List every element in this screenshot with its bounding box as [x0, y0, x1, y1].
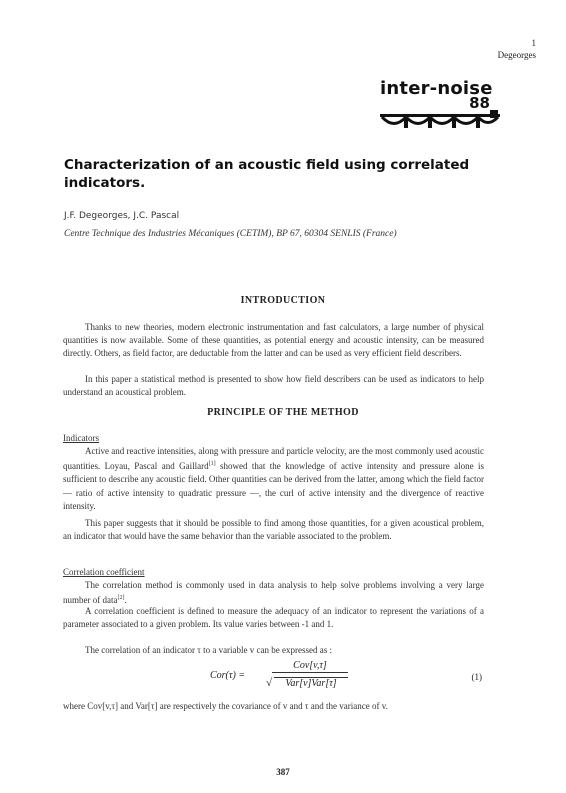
correlation-paragraph-4: where Cov[v,τ] and Var[τ] are respectively the covariance of v and τ and the variance of v. — [63, 701, 388, 711]
author-running-head: Degeorges — [497, 50, 536, 60]
bridge-logo-icon — [380, 110, 500, 130]
equation-denominator: Var[v]Var[τ] — [274, 677, 348, 689]
equation-numerator: Cov[v,τ] — [272, 660, 348, 673]
correlation-paragraph-3: The correlation of an indicator τ to a variable v can be expressed as : — [85, 645, 333, 655]
intro-paragraph-2: In this paper a statistical method is presented to show how field describers can be used as indicators to help understand an acoustical problem. — [63, 374, 484, 398]
logo-name: inter-noise — [380, 78, 493, 99]
sqrt-icon: √ — [266, 677, 273, 689]
intro-paragraph-1: Thanks to new theories, modern electronic instrumentation and fast calculators, a large number of physical quantities is now available. Some of these quantities, as potential energy and acoustic intensity, can be measured directly. Others, as field factor, are deductable from the latter and can be used as very efficient field describers. — [63, 322, 484, 359]
conference-logo — [380, 78, 500, 130]
equation-number: (1) — [471, 672, 482, 682]
citation-ref: [2] — [117, 595, 125, 602]
citation-ref: [1] — [208, 461, 216, 468]
paper-title: Characterization of an acoustic field using correlated indicators. — [64, 157, 470, 191]
indicators-paragraph-2: This paper suggests that it should be possible to find among those quantities, for a given acoustical problem, an indicator that would have the same behavior than the variable associated to the problem. — [63, 518, 484, 542]
paper-authors: J.F. Degeorges, J.C. Pascal — [64, 211, 180, 221]
correlation-paragraph-2: A correlation coefficient is defined to measure the adequacy of an indicator to represent the variations of a parameter associated to a given problem. Its value varies between -1 and 1. — [63, 606, 484, 630]
page-number: 1 — [531, 38, 536, 48]
correlation-paragraph-1: The correlation method is commonly used in data analysis to help solve problems involving a very large number of data[2]. — [63, 580, 484, 606]
subheading-indicators: Indicators — [63, 433, 99, 443]
paper-affiliation: Centre Technique des Industries Mécaniques (CETIM), BP 67, 60304 SENLIS (France) — [64, 229, 397, 239]
section-heading-introduction: INTRODUCTION — [240, 295, 326, 306]
header-block — [498, 37, 536, 61]
logo-year: 88 — [469, 94, 490, 112]
page-footer-number: 387 — [276, 767, 290, 777]
indicators-paragraph-1: Active and reactive intensities, along with pressure and particle velocity, are the most commonly used acoustic quantities. Loyau, Pascal and Gaillard[1] showed that the knowledge of active intensity and pressure alone is sufficient to describe any acoustic field. Other quantities can be derived from the latter, among which the field factor — ratio of active intensity to quadratic pressure —, the curl of active intensity and the divergence of reactive intensity. — [63, 446, 484, 511]
section-heading-principle: PRINCIPLE OF THE METHOD — [207, 407, 359, 418]
equation-1 — [200, 660, 400, 692]
equation-lhs: Cor(τ) = — [210, 670, 246, 681]
subheading-correlation: Correlation coefficient — [63, 567, 145, 577]
